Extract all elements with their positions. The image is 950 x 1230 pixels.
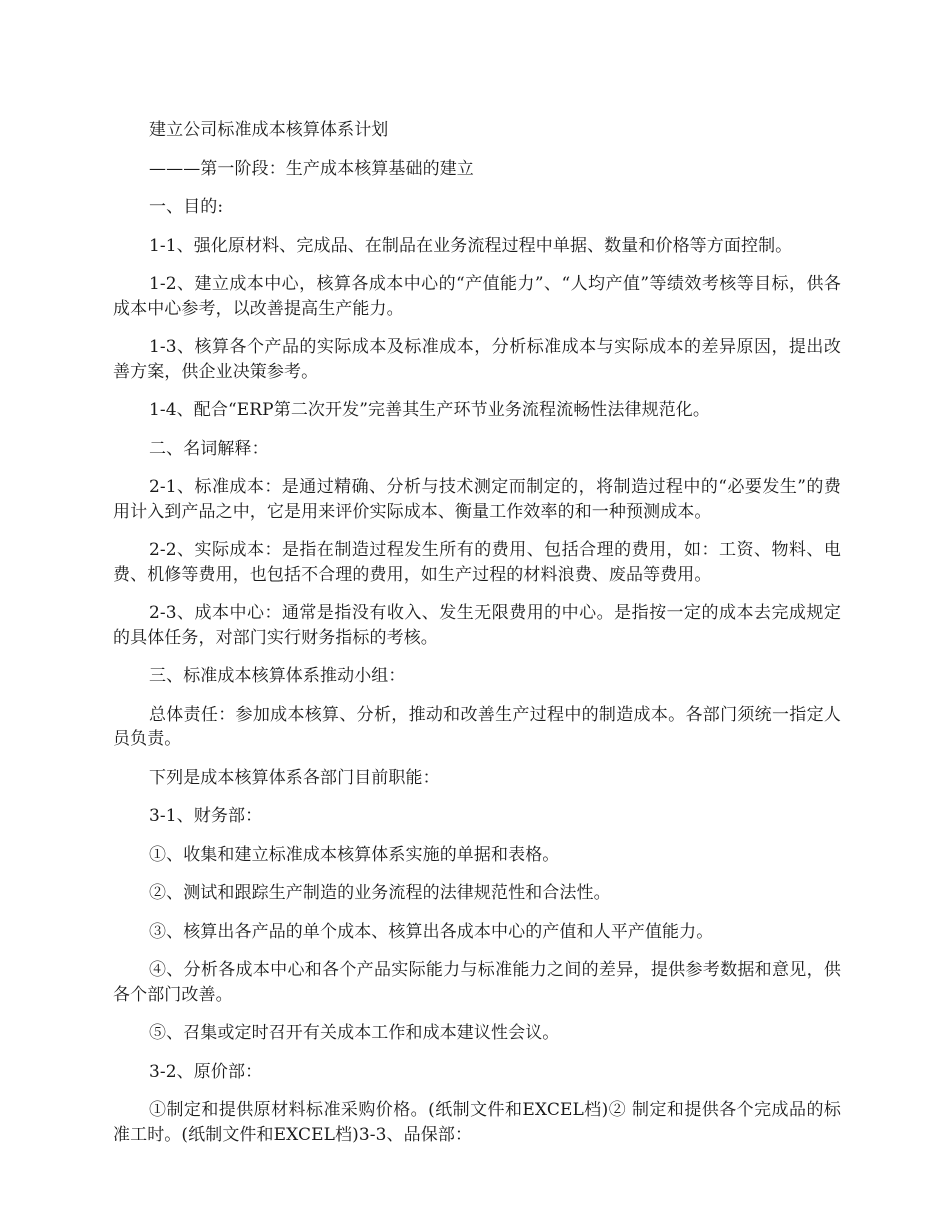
document-subtitle: ———第一阶段：生产成本核算基础的建立 — [149, 158, 474, 179]
paragraph-overall-responsibility: 总体责任：参加成本核算、分析，推动和改善生产过程中的制造成本。各部门须统一指定人员负责。 — [113, 704, 841, 749]
list-item-finance-4: ④、分析各成本中心和各个产品实际能力与标准能力之间的差异，提供参考数据和意见，供各个部门改善。 — [113, 960, 841, 1005]
paragraph-1-1: 1-1、强化原材料、完成品、在制品在业务流程过程中单据、数量和价格等方面控制。 — [149, 235, 793, 256]
document-page — [113, 118, 841, 1161]
subheading-3-1: 3-1、财务部： — [149, 806, 263, 826]
paragraph-2-3: 2-3、成本中心：通常是指没有收入、发生无限费用的中心。是指按一定的成本去完成规定的具体任务，对部门实行财务指标的考核。 — [113, 603, 841, 648]
paragraph-1-2: 1-2、建立成本中心，核算各成本中心的“产值能力”、“人均产值”等绩效考核等目标，供各成本中心参考，以改善提高生产能力。 — [113, 274, 841, 319]
list-item-finance-3: ③、核算出各产品的单个成本、核算出各成本中心的产值和人平产值能力。 — [149, 921, 714, 942]
section-heading-definitions: 二、名词解释： — [149, 438, 269, 459]
list-item-finance-2: ②、测试和跟踪生产制造的业务流程的法律规范性和合法性。 — [149, 883, 611, 903]
paragraph-2-1: 2-1、标准成本：是通过精确、分析与技术测定而制定的，将制造过程中的“必要发生”的费用计入到产品之中，它是用来评价实际成本、衡量工作效率的和一种预测成本。 — [113, 477, 841, 522]
subheading-3-2: 3-2、原价部： — [149, 1061, 263, 1082]
paragraph-department-duties-intro: 下列是成本核算体系各部门目前职能： — [149, 767, 440, 788]
document-title: 建立公司标准成本核算体系计划 — [149, 120, 389, 140]
paragraph-1-4: 1-4、配合“ERP第二次开发”完善其生产环节业务流程流畅性法律规范化。 — [149, 400, 711, 420]
section-heading-purpose: 一、目的: — [149, 197, 224, 217]
paragraph-1-3: 1-3、核算各个产品的实际成本及标准成本，分析标准成本与实际成本的差异原因，提出改善方案，供企业决策参考。 — [113, 337, 841, 382]
paragraph-pricing-dept: ①制定和提供原材料标准采购价格。(纸制文件和EXCEL档)② 制定和提供各个完成品的标准工时。(纸制文件和EXCEL档)3-3、品保部： — [113, 1100, 841, 1145]
list-item-finance-5: ⑤、召集或定时召开有关成本工作和成本建议性会议。 — [149, 1023, 560, 1043]
section-heading-team: 三、标准成本核算体系推动小组： — [149, 666, 406, 686]
list-item-finance-1: ①、收集和建立标准成本核算体系实施的单据和表格。 — [149, 844, 560, 865]
paragraph-2-2: 2-2、实际成本：是指在制造过程发生所有的费用、包括合理的费用，如：工资、物料、电费、机修等费用，也包括不合理的费用，如生产过程的材料浪费、废品等费用。 — [113, 540, 841, 585]
